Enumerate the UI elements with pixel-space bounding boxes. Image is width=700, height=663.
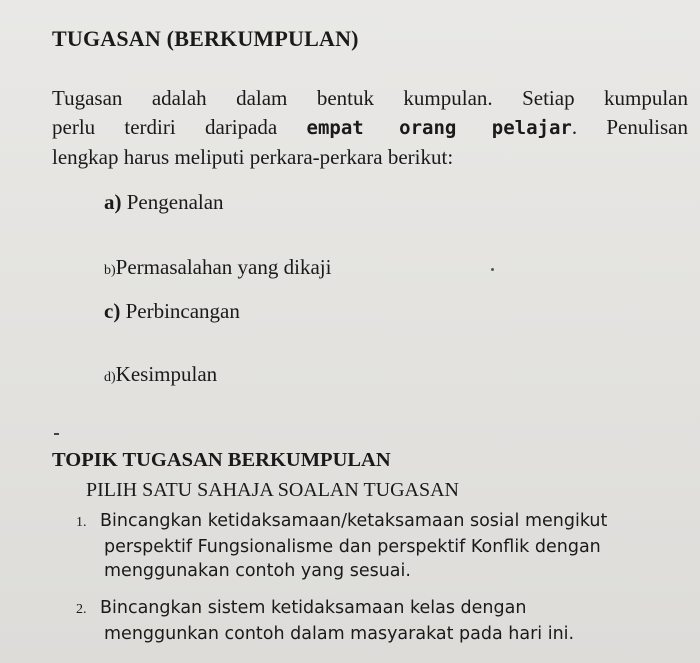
list-item-label: a) — [104, 190, 122, 214]
list-item-text: Perbincangan — [125, 299, 240, 323]
question-number: 2. — [76, 602, 87, 617]
intro-line-2 — [52, 113, 688, 143]
list-item-kesimpulan — [104, 362, 217, 387]
intro-paragraph — [52, 84, 688, 172]
intro-line-1: Tugasan adalah dalam bentuk kumpulan. Setiap kumpulan — [52, 86, 688, 110]
assignment-title: TUGASAN (BERKUMPULAN) — [52, 26, 359, 51]
list-item-text: Permasalahan yang dikaji — [115, 255, 332, 279]
topic-heading: TOPIK TUGASAN BERKUMPULAN — [52, 449, 391, 471]
question-line: Bincangkan ketidaksamaan/ketaksamaan sosial mengikut — [100, 511, 608, 531]
stray-mark — [54, 433, 59, 435]
list-item-text: Pengenalan — [126, 190, 224, 214]
intro-line-2-start: perlu terdiri daripada — [52, 115, 278, 139]
instruction-text: PILIH SATU SAHAJA SOALAN TUGASAN — [86, 479, 459, 501]
list-item-permasalahan — [104, 255, 331, 280]
stray-mark — [491, 268, 494, 271]
question-number: 1. — [76, 515, 87, 530]
group-size-emphasis: empat orang pelajar — [306, 117, 572, 139]
intro-line-2-end: . Penulisan — [571, 115, 689, 139]
question-line: perspektif Fungsionalisme dan perspektif Konflik dengan — [104, 537, 601, 557]
question-line: menggunakan contoh yang sesuai. — [104, 561, 411, 581]
question-2 — [76, 596, 688, 646]
list-item-perbincangan — [104, 299, 240, 324]
question-line: menggunkan contoh dalam masyarakat pada hari ini. — [104, 624, 575, 644]
list-item-label: c) — [104, 299, 121, 323]
question-line: Bincangkan sistem ketidaksamaan kelas dengan — [100, 598, 527, 618]
intro-line-3: lengkap harus meliputi perkara-perkara berikut: — [52, 145, 454, 169]
list-item-label: d) — [104, 370, 116, 385]
list-item-label: b) — [104, 263, 116, 278]
list-item-pengenalan — [104, 190, 224, 215]
question-1 — [76, 509, 688, 583]
list-item-text: Kesimpulan — [115, 362, 218, 386]
